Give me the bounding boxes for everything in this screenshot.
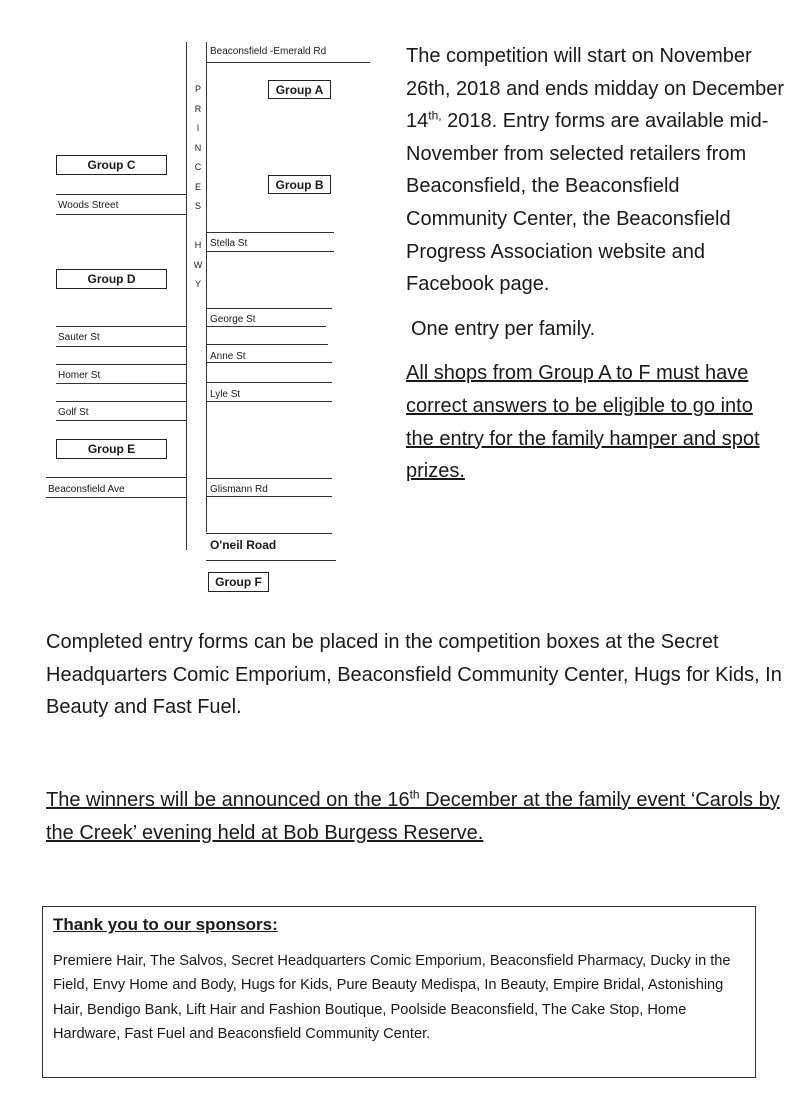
road-label-beaconsfield-emerald: Beaconsfield -Emerald Rd [210,46,327,57]
road-line [206,560,336,561]
group-c-box: Group C [56,155,167,175]
road-line [56,194,186,195]
winners-paragraph [46,784,786,849]
road-line [206,478,332,479]
road-line [206,344,328,345]
road-line [56,346,186,347]
highway-letter: H [194,240,202,250]
highway-label [193,80,203,295]
highway-letter: P [194,84,201,94]
sponsors-list: Premiere Hair, The Salvos, Secret Headquarters Comic Emporium, Beaconsfield Pharmacy, Ducky in the Field, Envy Home and Body, Hugs for Kids, Pure Beauty Medispa, In Beauty, Empire Bridal, Astonishing Hair, Bendigo Bank, Lift Hair and Fashion Boutique, Poolside Beaconsfield, The Cake Stop, Home Hardware, Fast Fuel and Beaconsfield Community Center. [53,953,731,1042]
road-line [56,214,186,215]
road-line [206,362,332,363]
road-label-glismann: Glismann Rd [210,484,268,495]
highway-left-edge [186,42,187,550]
winners-before: The winners will be announced on the 16 [46,789,410,811]
road-line [56,401,186,402]
road-label-beaconsfield-ave: Beaconsfield Ave [48,484,125,495]
road-line [206,496,332,497]
road-line [206,62,370,63]
group-d-box: Group D [56,269,167,289]
highway-letter: W [193,259,203,270]
highway-letter [193,217,203,237]
start-tail: 2018. Entry forms are available mid-November from selected retailers from Beaconsfield, the Beaconsfield Community Center, the Beaconsfield Progress Association website and Facebook page. [406,110,769,296]
highway-letter: Y [194,279,201,289]
road-line [46,477,186,478]
road-line [206,232,334,233]
road-line [46,497,186,498]
road-label-lyle: Lyle St [210,389,241,400]
group-b-box: Group B [268,175,331,194]
road-line [56,383,186,384]
highway-letter: N [194,142,202,153]
road-label-homer: Homer St [58,370,101,381]
winners-sup: th [409,787,420,802]
road-label-oneil: O'neil Road [210,538,277,552]
winners-after: December at the family event ‘Carols by the Creek’ evening held at Bob Burgess Reserve. [46,789,780,844]
eligibility-note: All shops from Group A to F must have correct answers to be eligible to go into the entry for the family hamper and spot prizes. [406,362,760,483]
road-line [206,308,332,309]
highway-letter: E [194,181,201,192]
group-a-box: Group A [268,80,331,99]
highway-right-edge [206,42,207,532]
sponsors-title: Thank you to our sponsors: [53,915,278,934]
highway-letter: C [194,162,202,172]
group-e-box: Group E [56,439,167,459]
one-entry-note: One entry per family. [411,317,596,340]
road-label-george: George St [210,314,256,325]
group-f-box: Group F [208,572,269,592]
road-line [206,382,332,383]
highway-letter: R [194,103,202,114]
road-line [206,401,332,402]
road-label-stella: Stella St [210,238,248,249]
competition-dates [406,40,786,301]
road-label-golf: Golf St [58,407,89,418]
road-line [206,533,332,534]
road-label-woods: Woods Street [58,200,119,211]
sponsors-box [42,906,756,1078]
road-line [206,326,326,327]
start-sup: th, [428,108,442,123]
road-label-sauter: Sauter St [58,332,100,343]
road-line [56,364,186,365]
road-label-anne: Anne St [210,351,246,362]
highway-letter: S [194,201,201,211]
start-text: The competition will start on November 26th, 2018 and ends midday on December 14 [406,45,785,133]
intro-block [406,40,786,488]
road-line [56,326,186,327]
completed-forms-paragraph: Completed entry forms can be placed in the competition boxes at the Secret Headquarters Comic Emporium, Beaconsfield Community Center, Hugs for Kids, In Beauty and Fast Fuel. [46,631,782,719]
road-line [206,251,334,252]
road-line [56,420,186,421]
highway-letter: I [196,123,200,133]
